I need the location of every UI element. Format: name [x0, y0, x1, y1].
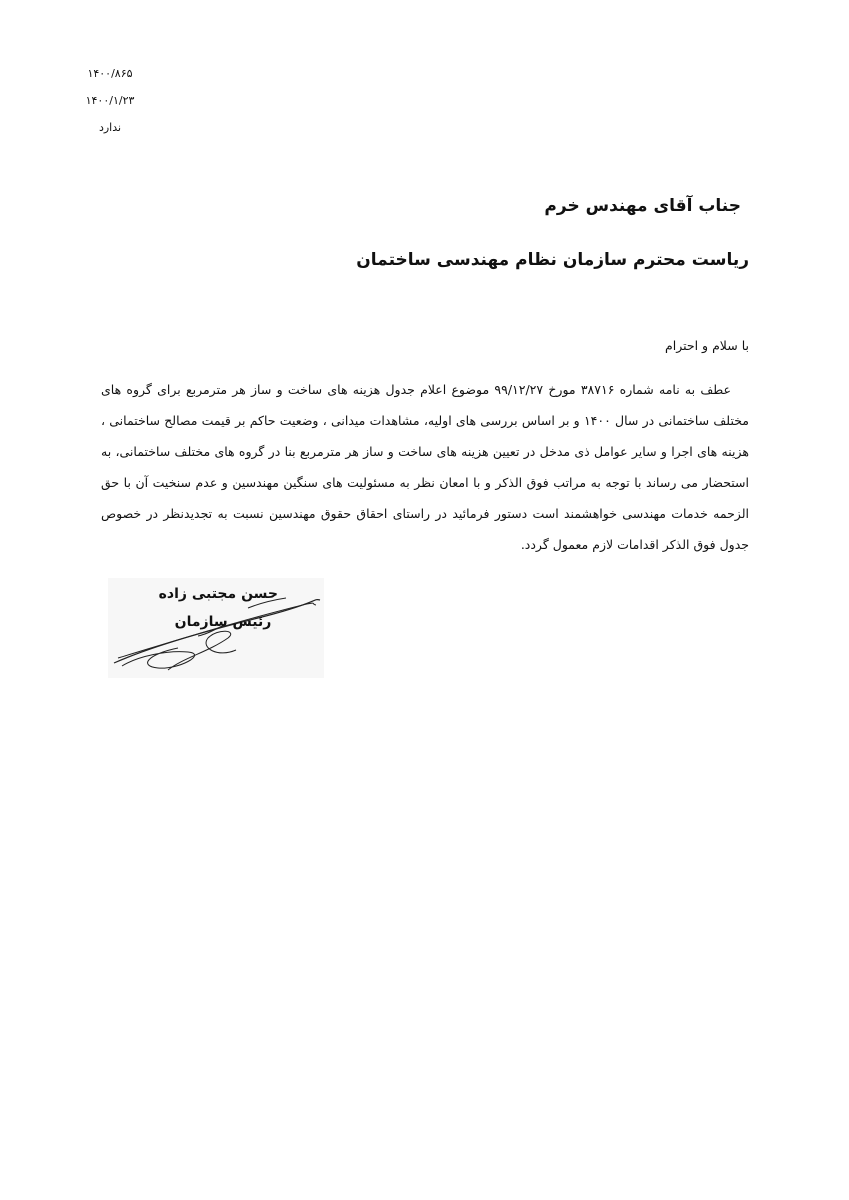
letter-number: ۱۴۰۰/۸۶۵	[87, 67, 133, 80]
signatory-name: حسن مجتبی زاده	[158, 586, 278, 602]
signature-block	[108, 578, 324, 678]
letter-attachment: ندارد	[98, 121, 122, 134]
letter-meta	[70, 60, 150, 141]
letter-body: عطف به نامه شماره ۳۸۷۱۶ مورخ ۹۹/۱۲/۲۷ موضوع اعلام جدول هزینه های ساخت و ساز هر مترمربع برای گروه های مختلف ساختمانی در سال ۱۴۰۰ و بر اساس بررسی های اولیه، مشاهدات میدانی ، وضعیت حاکم بر قیمت مصالح ساختمانی ، هزینه های اجرا و سایر عوامل ذی مدخل در تعیین هزینه های ساخت و ساز هر مترمربع بنا در گروه های مختلف ساختمانی، به استحضار می رساند با توجه به مراتب فوق الذکر و با امعان نظر به مسئولیت های سنگین مهندسین و عدم سنخیت آن با حق الزحمه خدمات مهندسی خواهشمند است دستور فرمائید در راستای احقاق حقوق مهندسین نسبت به تجدیدنظر در خصوص جدول فوق الذکر اقدامات لازم معمول گردد.	[101, 382, 749, 552]
addressee-name: جناب آقای مهندس خرم	[544, 196, 741, 216]
greeting: با سلام و احترام	[665, 338, 749, 353]
signatory-title: رئیس سازمان	[174, 614, 272, 630]
addressee-position: ریاست محترم سازمان نظام مهندسی ساختمان	[356, 250, 749, 270]
letter-date: ۱۴۰۰/۱/۲۳	[85, 94, 135, 107]
